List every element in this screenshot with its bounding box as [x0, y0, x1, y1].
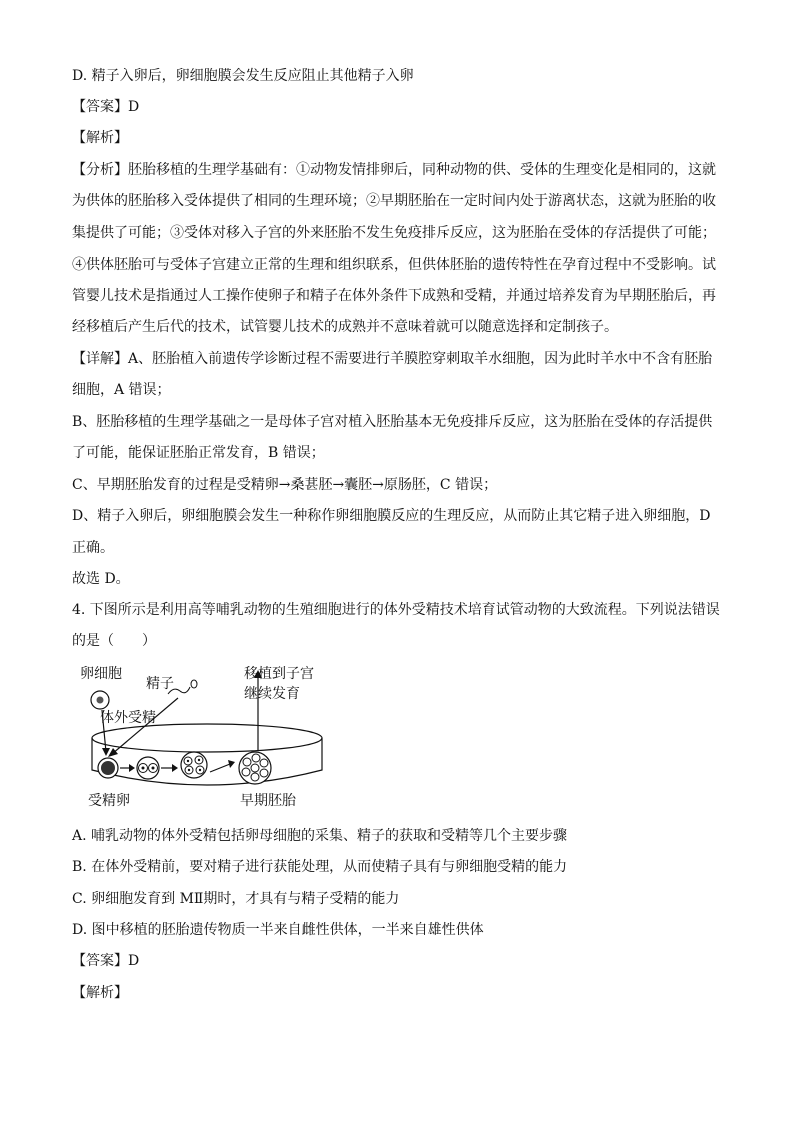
detail-line: 正确。	[72, 540, 114, 556]
question-stem: 4. 下图所示是利用高等哺乳动物的生殖细胞进行的体外受精技术培育试管动物的大致流程。下列说法错误	[72, 602, 720, 618]
egg-cell-icon	[91, 691, 109, 709]
analysis-line: 为供体的胚胎移入受体提供了相同的生理环境；②早期胚胎在一定时间内处于游离状态，这就为胚胎的收	[72, 193, 716, 209]
option-d: D. 图中移植的胚胎遗传物质一半来自雌性供体，一半来自雄性供体	[72, 922, 484, 938]
analysis-line: ④供体胚胎可与受体子宫建立正常的生理和组织联系，但供体胚胎的遗传特性在孕育过程中不受影响。试	[72, 257, 716, 273]
two-cell-embryo-icon	[137, 757, 159, 779]
analysis-label: 【解析】	[72, 985, 128, 1001]
analysis-line: 管婴儿技术是指通过人工操作使卵子和精子在体外条件下成熟和受精，并通过培养发育为早期胚胎后，再	[72, 288, 716, 304]
answer-label: 【答案】D	[72, 953, 140, 969]
conclusion-line: 故选 D。	[72, 571, 130, 587]
four-cell-embryo-icon	[181, 752, 207, 778]
label-ivf: 体外受精	[100, 710, 156, 726]
option-b: B. 在体外受精前，要对精子进行获能处理，从而使精子具有与卵细胞受精的能力	[72, 859, 568, 875]
ivf-diagram	[80, 660, 330, 810]
analysis-line: 经移植后产生后代的技术，试管婴儿技术的成熟并不意味着就可以随意选择和定制孩子。	[72, 319, 618, 335]
analysis-line: 集提供了可能；③受体对移入子宫的外来胚胎不发生免疫排斥反应，这为胚胎在受体的存活提供了可能；	[72, 225, 716, 241]
detail-line: D、精子入卵后，卵细胞膜会发生一种称作卵细胞膜反应的生理反应，从而防止其它精子进入卵细胞，D	[72, 508, 711, 524]
detail-line: 【详解】A、胚胎植入前遗传学诊断过程不需要进行羊膜腔穿刺取羊水细胞，因为此时羊水中不含有胚胎	[72, 351, 713, 367]
zygote-icon	[98, 758, 118, 778]
detail-line: 了可能，能保证胚胎正常发育，B 错误；	[72, 445, 325, 461]
label-transfer-1: 移植到子宫	[244, 666, 314, 682]
question-stem: 的是（ ）	[72, 633, 156, 649]
sperm-arrow	[112, 698, 178, 754]
label-transfer-2: 继续发育	[244, 686, 300, 702]
dish-rim	[92, 724, 322, 752]
label-sperm: 精子	[146, 676, 174, 692]
label-egg-cell: 卵细胞	[80, 666, 122, 682]
early-embryo-icon	[239, 752, 271, 784]
analysis-label: 【解析】	[72, 130, 128, 146]
label-zygote: 受精卵	[88, 793, 130, 809]
option-c: C. 卵细胞发育到 MⅡ期时，才具有与精子受精的能力	[72, 891, 400, 907]
option-d-prev: D. 精子入卵后，卵细胞膜会发生反应阻止其他精子入卵	[72, 68, 414, 84]
label-early-embryo: 早期胚胎	[240, 793, 296, 809]
detail-line: B、胚胎移植的生理学基础之一是母体子宫对植入胚胎基本无免疫排斥反应，这为胚胎在受体的存活提供	[72, 414, 713, 430]
answer-label: 【答案】D	[72, 99, 140, 115]
analysis-line: 【分析】胚胎移植的生理学基础有：①动物发情排卵后，同种动物的供、受体的生理变化是相同的，这就	[72, 162, 716, 178]
detail-line: 细胞，A 错误；	[72, 382, 171, 398]
option-a: A. 哺乳动物的体外受精包括卵母细胞的采集、精子的获取和受精等几个主要步骤	[72, 828, 568, 844]
detail-line: C、早期胚胎发育的过程是受精卵→桑葚胚→囊胚→原肠胚，C 错误；	[72, 477, 498, 493]
